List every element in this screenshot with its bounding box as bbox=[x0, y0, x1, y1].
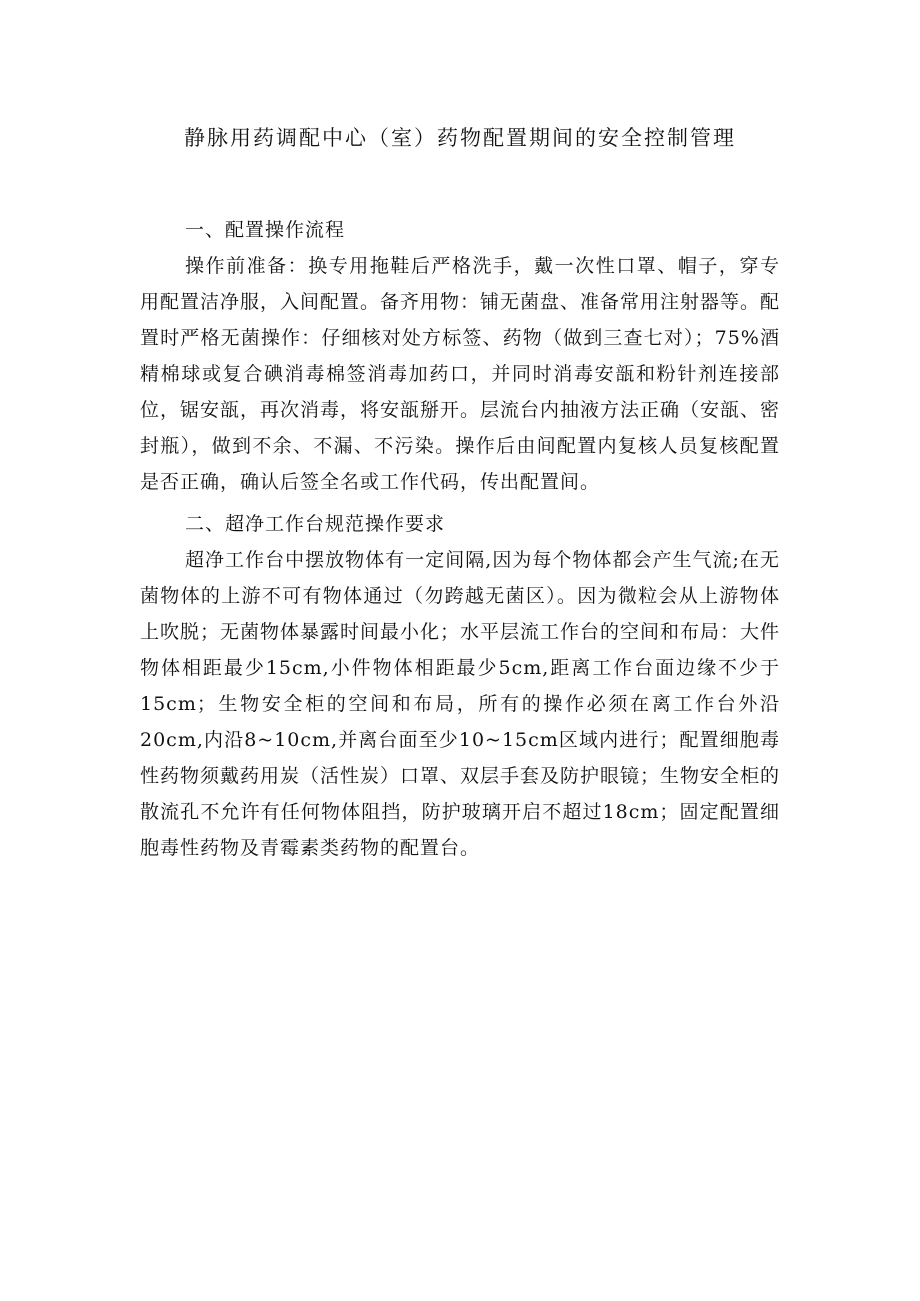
document-body bbox=[140, 212, 780, 866]
section-heading-clean-bench: 二、超净工作台规范操作要求 bbox=[185, 513, 446, 535]
section-heading-procedure: 一、配置操作流程 bbox=[185, 219, 346, 241]
document-title: 静脉用药调配中心（室）药物配置期间的安全控制管理 bbox=[184, 126, 736, 150]
section-paragraph-procedure: 操作前准备：换专用拖鞋后严格洗手，戴一次性口罩、帽子，穿专用配置洁净服，入间配置。备齐用物：铺无菌盘、准备常用注射器等。配置时严格无菌操作：仔细核对处方标签、药物（做到三查七对）；75%酒精棉球或复合碘消毒棉签消毒加药口，并同时消毒安瓿和粉针剂连接部位，锯安瓿，再次消毒，将安瓿掰开。层流台内抽液方法正确（安瓿、密封瓶），做到不余、不漏、不污染。操作后由间配置内复核人员复核配置是否正确，确认后签全名或工作代码，传出配置间。 bbox=[140, 255, 781, 493]
section-paragraph-clean-bench: 超净工作台中摆放物体有一定间隔,因为每个物体都会产生气流;在无菌物体的上游不可有物体通过（勿跨越无菌区）。因为微粒会从上游物体上吹脱；无菌物体暴露时间最小化；水平层流工作台的空间和布局：大件物体相距最少15cm,小件物体相距最少5cm,距离工作台面边缘不少于15cm；生物安全柜的空间和布局，所有的操作必须在离工作台外沿20cm,内沿8~10cm,并离台面至少10~15cm区域内进行；配置细胞毒性药物须戴药用炭（活性炭）口罩、双层手套及防护眼镜；生物安全柜的散流孔不允许有任何物体阻挡，防护玻璃开启不超过18cm；固定配置细胞毒性药物及青霉素类药物的配置台。 bbox=[140, 549, 781, 859]
